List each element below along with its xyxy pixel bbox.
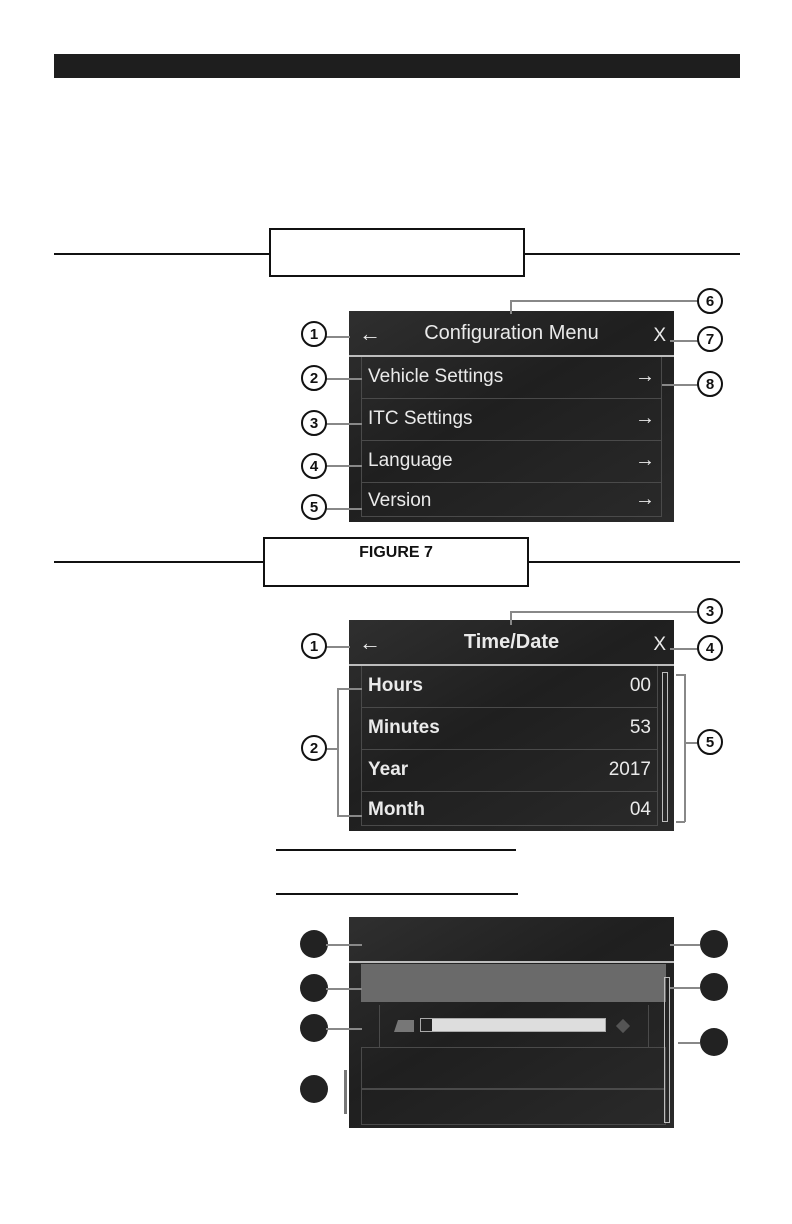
highlighted-row[interactable] [361, 964, 666, 1002]
scrollbar[interactable] [662, 672, 668, 822]
row-value: 04 [629, 799, 651, 820]
bracket-line [337, 688, 339, 816]
leader-line [326, 1028, 362, 1030]
row-label: Hours [368, 675, 423, 696]
menu-item-label: Version [368, 490, 432, 511]
row-value: 00 [629, 675, 651, 696]
callout-6: 6 [697, 288, 723, 314]
section-rule-right [528, 561, 740, 563]
decrease-icon[interactable] [394, 1020, 414, 1032]
callout-4: 4 [697, 635, 723, 661]
callout-2: 2 [301, 735, 327, 761]
leader-line [326, 423, 362, 425]
leader-line [670, 987, 700, 989]
caption-box-top [269, 228, 525, 277]
bracket-line [676, 674, 685, 676]
slider-row [379, 1005, 649, 1047]
callout-8: 8 [697, 371, 723, 397]
screen-title: Time/Date [463, 630, 560, 653]
callout-blank [300, 1075, 328, 1103]
configuration-menu-screen [349, 311, 674, 522]
slider-track[interactable] [420, 1018, 606, 1032]
menu-item-label: Vehicle Settings [368, 366, 504, 387]
leader-line [326, 646, 350, 648]
menu-item-label: Language [368, 450, 453, 471]
time-row-month[interactable] [361, 792, 658, 826]
leader-line [510, 300, 512, 314]
close-icon[interactable]: X [653, 325, 666, 346]
slider-fill [421, 1019, 432, 1031]
arrow-right-icon: → [635, 449, 655, 471]
leader-line [662, 384, 698, 386]
section-rule-left [54, 561, 264, 563]
arrow-right-icon: → [635, 488, 655, 510]
back-arrow-icon[interactable]: ← [359, 630, 381, 655]
callout-2: 2 [301, 365, 327, 391]
row-value: 53 [629, 717, 651, 738]
menu-item-language[interactable] [361, 441, 662, 483]
row-value: 2017 [608, 759, 651, 780]
leader-line [510, 300, 698, 302]
section-rule [276, 849, 516, 851]
figure-caption: FIGURE 7 [263, 537, 529, 587]
callout-4: 4 [301, 453, 327, 479]
bracket-line [337, 688, 362, 690]
header-divider [349, 961, 674, 963]
leader-line [670, 340, 698, 342]
arrow-right-icon: → [635, 365, 655, 387]
section-rule [276, 893, 518, 895]
close-icon[interactable]: X [653, 634, 666, 655]
time-date-screen [349, 620, 674, 831]
arrow-right-icon: → [635, 407, 655, 429]
scrollbar[interactable] [664, 977, 670, 1123]
callout-1: 1 [301, 321, 327, 347]
row-label: Month [368, 799, 425, 820]
leader-line [684, 742, 698, 744]
list-item[interactable] [361, 1047, 666, 1089]
bracket-line [344, 1070, 347, 1114]
menu-item-itc-settings[interactable] [361, 399, 662, 441]
callout-1: 1 [301, 633, 327, 659]
leader-line [326, 988, 362, 990]
leader-line [326, 944, 362, 946]
time-row-minutes[interactable] [361, 708, 658, 750]
callout-blank [300, 1014, 328, 1042]
row-label: Year [368, 759, 409, 780]
menu-item-vehicle-settings[interactable] [361, 357, 662, 399]
callout-blank [700, 973, 728, 1001]
bracket-line [676, 821, 685, 823]
leader-line [326, 508, 362, 510]
section-rule-left [54, 253, 270, 255]
leader-line [326, 378, 362, 380]
section-rule-right [524, 253, 740, 255]
callout-5: 5 [697, 729, 723, 755]
leader-line [326, 748, 338, 750]
callout-5: 5 [301, 494, 327, 520]
callout-blank [300, 930, 328, 958]
callout-blank [300, 974, 328, 1002]
slider-screen [349, 917, 674, 1128]
screen-title: Configuration Menu [424, 321, 599, 344]
leader-line [510, 611, 512, 625]
time-row-year[interactable] [361, 750, 658, 792]
row-label: Minutes [368, 717, 440, 738]
leader-line [670, 944, 700, 946]
back-arrow-icon[interactable]: ← [359, 321, 381, 346]
callout-3: 3 [301, 410, 327, 436]
leader-line [510, 611, 698, 613]
bracket-line [684, 674, 686, 822]
list-item[interactable] [361, 1089, 666, 1125]
bracket-line [337, 815, 362, 817]
callout-blank [700, 930, 728, 958]
callout-3: 3 [697, 598, 723, 624]
callout-blank [700, 1028, 728, 1056]
section-header-bar [54, 54, 740, 78]
increase-icon[interactable] [616, 1019, 630, 1033]
leader-line [326, 465, 362, 467]
time-row-hours[interactable] [361, 666, 658, 708]
menu-item-label: ITC Settings [368, 408, 473, 429]
callout-7: 7 [697, 326, 723, 352]
leader-line [670, 648, 698, 650]
leader-line [326, 336, 350, 338]
menu-item-version[interactable] [361, 483, 662, 517]
leader-line [678, 1042, 700, 1044]
